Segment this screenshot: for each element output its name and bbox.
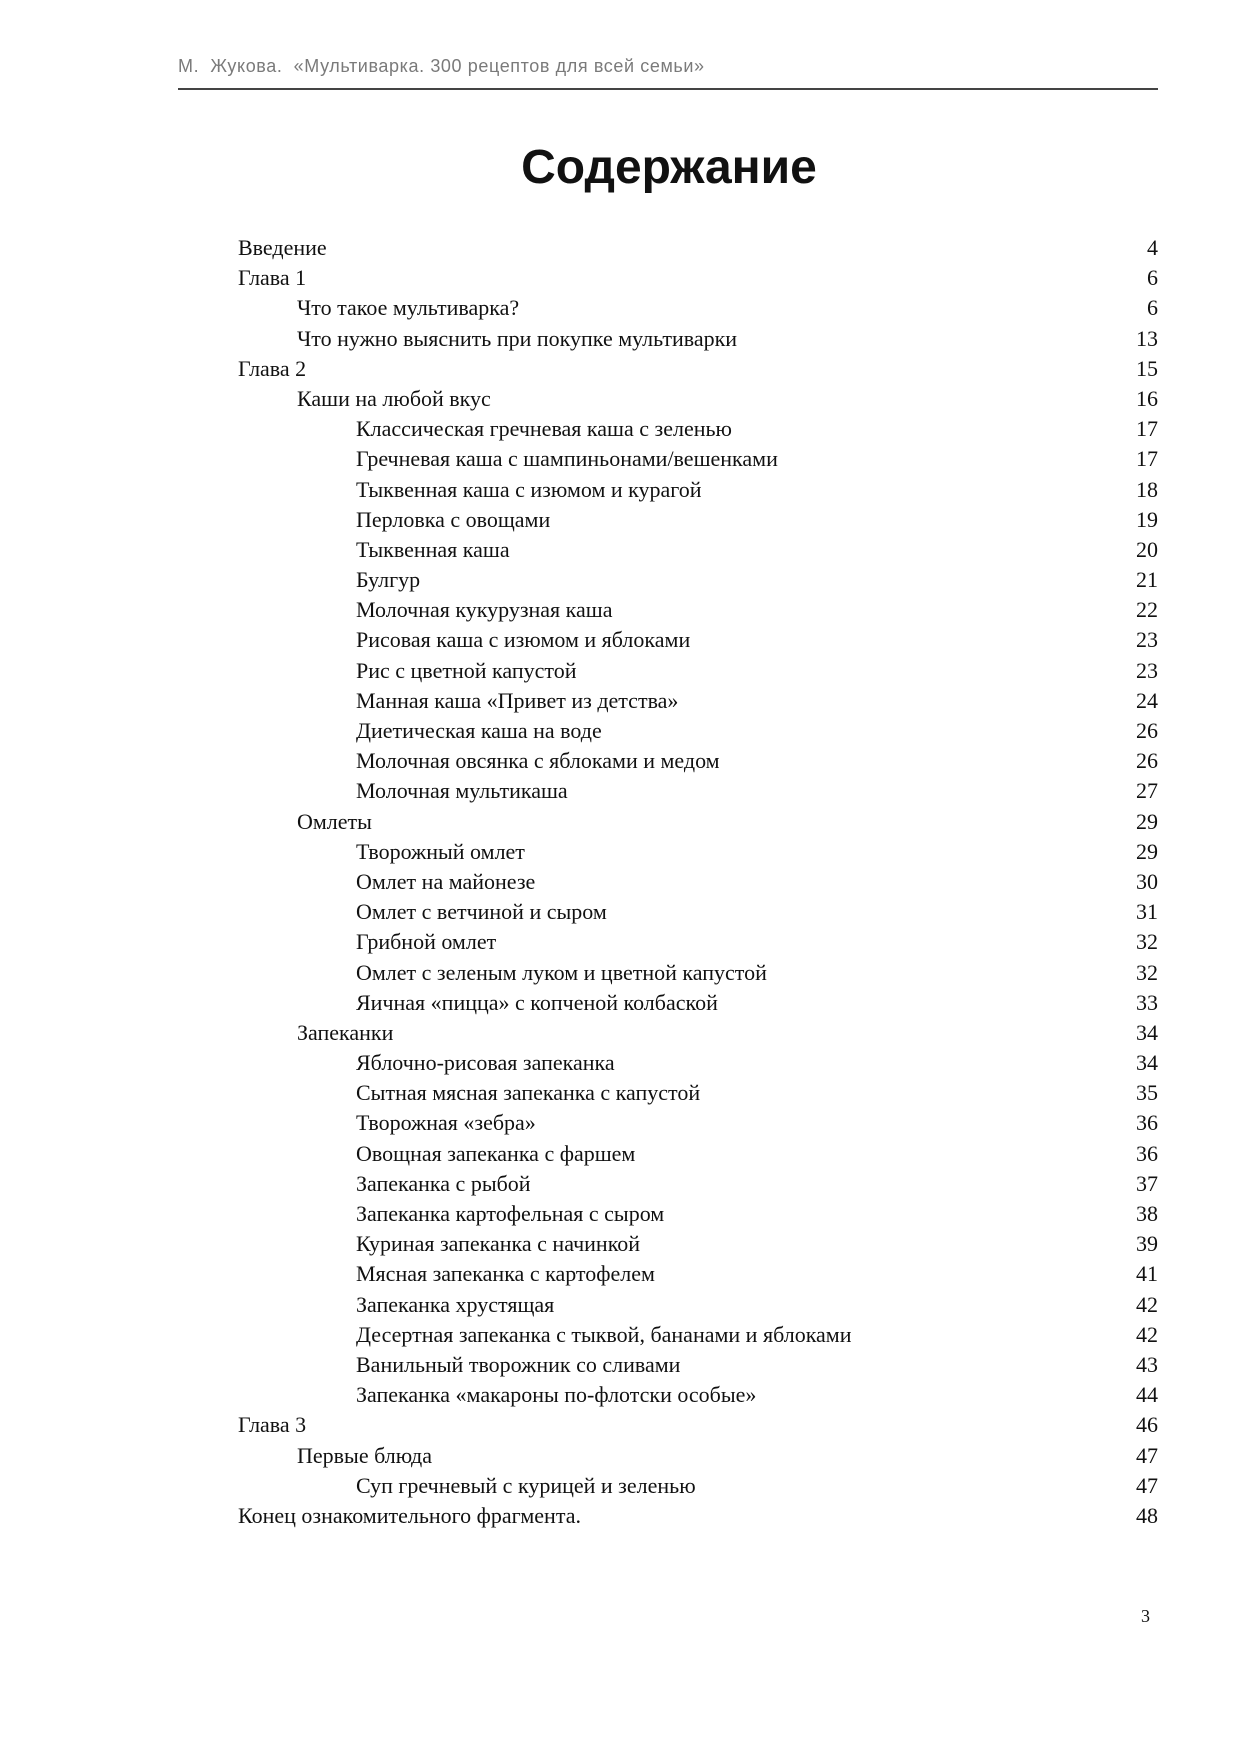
toc-entry-page: 48 <box>1136 1502 1158 1528</box>
toc-entry-title: Запеканка «макароны по-флотски особые» <box>356 1382 757 1408</box>
toc-entry[interactable] <box>238 475 1158 505</box>
toc-entry-page: 23 <box>1136 657 1158 683</box>
toc-entry-page: 33 <box>1136 989 1158 1015</box>
toc-entry[interactable] <box>238 1108 1158 1138</box>
toc-entry-title: Запеканка картофельная с сыром <box>356 1201 665 1226</box>
toc-entry-title: Конец ознакомительного фрагмента. <box>238 1502 581 1528</box>
table-of-contents <box>238 233 1158 1531</box>
toc-entry[interactable] <box>238 716 1158 746</box>
toc-entry-title: Мясная запеканка с картофелем <box>356 1261 655 1287</box>
toc-entry-page: 42 <box>1136 1291 1158 1317</box>
toc-entry-page: 37 <box>1136 1170 1158 1196</box>
toc-entry-title: Омлет с зеленым луком и цветной капустой <box>356 959 767 985</box>
toc-entry-title: Яичная «пицца» с копченой колбаской <box>356 989 718 1015</box>
toc-entry[interactable] <box>238 1350 1158 1380</box>
toc-entry-page: 31 <box>1136 899 1158 925</box>
toc-entry-title: Овощная запеканка с фаршем <box>356 1140 636 1166</box>
toc-entry-page: 42 <box>1136 1321 1158 1347</box>
toc-entry[interactable] <box>238 1501 1158 1531</box>
toc-entry[interactable] <box>238 414 1158 444</box>
toc-entry-page: 26 <box>1136 748 1158 774</box>
toc-entry-title: Рис с цветной капустой <box>356 657 577 683</box>
toc-entry-page: 30 <box>1136 868 1158 894</box>
toc-entry[interactable] <box>238 1078 1158 1108</box>
toc-entry-page: 16 <box>1136 385 1158 411</box>
toc-entry-page: 39 <box>1136 1231 1158 1257</box>
toc-entry-page: 22 <box>1136 597 1158 623</box>
header-rule <box>178 88 1158 90</box>
toc-entry[interactable] <box>238 293 1158 323</box>
toc-entry-title: Запеканки <box>297 1019 394 1045</box>
toc-entry[interactable] <box>238 1229 1158 1259</box>
toc-entry-title: Рисовая каша с изюмом и яблоками <box>356 627 691 653</box>
toc-entry-title: Глава 1 <box>238 265 307 291</box>
toc-entry-page: 27 <box>1136 778 1158 804</box>
toc-entry[interactable] <box>238 354 1158 384</box>
toc-entry-title: Омлет на майонезе <box>356 868 536 894</box>
toc-entry-title: Тыквенная каша <box>356 536 510 562</box>
toc-entry-page: 32 <box>1136 929 1158 955</box>
toc-entry-title: Омлет с ветчиной и сыром <box>356 899 607 925</box>
toc-entry-page: 32 <box>1136 959 1158 985</box>
toc-entry[interactable] <box>238 1139 1158 1169</box>
toc-entry-title: Запеканка с рыбой <box>356 1170 531 1196</box>
toc-entry-page: 44 <box>1136 1382 1158 1408</box>
toc-entry-title: Классическая гречневая каша с зеленью <box>356 416 732 442</box>
toc-entry-page: 17 <box>1136 416 1158 442</box>
toc-entry-page: 46 <box>1136 1412 1158 1438</box>
toc-entry-page: 4 <box>1147 235 1158 260</box>
toc-entry[interactable] <box>238 565 1158 595</box>
toc-entry-title: Гречневая каша с шампиньонами/вешенками <box>356 446 778 472</box>
toc-entry[interactable] <box>238 656 1158 686</box>
toc-entry[interactable] <box>238 595 1158 625</box>
toc-entry-page: 18 <box>1136 476 1158 502</box>
page-number: 3 <box>1141 1606 1150 1626</box>
toc-entry[interactable] <box>238 1199 1158 1229</box>
toc-entry[interactable] <box>238 263 1158 293</box>
toc-entry[interactable] <box>238 1380 1158 1410</box>
toc-entry[interactable] <box>238 686 1158 716</box>
toc-entry-title: Тыквенная каша с изюмом и курагой <box>356 476 702 502</box>
toc-entry[interactable] <box>238 1048 1158 1078</box>
toc-entry-page: 15 <box>1136 355 1158 381</box>
toc-entry-page: 36 <box>1136 1110 1158 1136</box>
toc-entry[interactable] <box>238 505 1158 535</box>
toc-entry[interactable] <box>238 444 1158 474</box>
toc-entry[interactable] <box>238 807 1158 837</box>
toc-entry-title: Глава 3 <box>238 1412 307 1438</box>
toc-entry-page: 34 <box>1136 1019 1158 1045</box>
toc-entry[interactable] <box>238 958 1158 988</box>
toc-entry-title: Творожная «зебра» <box>356 1110 536 1136</box>
toc-entry[interactable] <box>238 384 1158 414</box>
page-title: Содержание <box>521 141 817 194</box>
toc-entry-page: 6 <box>1147 295 1158 321</box>
toc-entry-page: 35 <box>1136 1080 1158 1106</box>
toc-entry-title: Что такое мультиварка? <box>297 295 520 321</box>
toc-entry-page: 29 <box>1136 808 1158 834</box>
toc-entry-title: Молочная овсянка с яблоками и медом <box>356 748 720 774</box>
toc-entry-title: Грибной омлет <box>356 929 497 955</box>
toc-entry-title: Омлеты <box>297 808 372 834</box>
toc-entry[interactable] <box>238 324 1158 354</box>
toc-entry-title: Молочная мультикаша <box>356 778 568 804</box>
toc-entry[interactable] <box>238 625 1158 655</box>
toc-entry-page: 47 <box>1136 1472 1158 1498</box>
toc-entry[interactable] <box>238 867 1158 897</box>
toc-entry-page: 38 <box>1136 1201 1158 1226</box>
toc-entry-page: 26 <box>1136 718 1158 743</box>
toc-entry[interactable] <box>238 746 1158 776</box>
toc-entry[interactable] <box>238 1290 1158 1320</box>
toc-entry-page: 23 <box>1136 627 1158 653</box>
toc-entry[interactable] <box>238 988 1158 1018</box>
toc-entry-title: Первые блюда <box>297 1442 432 1468</box>
toc-entry-title: Молочная кукурузная каша <box>356 597 613 623</box>
toc-entry-title: Манная каша «Привет из детства» <box>356 687 679 713</box>
toc-entry-page: 41 <box>1136 1261 1158 1287</box>
toc-entry-page: 29 <box>1136 838 1158 864</box>
toc-entry[interactable] <box>238 233 1158 263</box>
toc-entry-page: 36 <box>1136 1140 1158 1166</box>
toc-entry[interactable] <box>238 776 1158 806</box>
toc-entry-title: Введение <box>238 235 327 260</box>
toc-entry-title: Запеканка хрустящая <box>356 1291 555 1317</box>
toc-entry[interactable] <box>238 1410 1158 1440</box>
toc-entry-page: 21 <box>1136 567 1158 593</box>
toc-entry-page: 47 <box>1136 1442 1158 1468</box>
toc-entry[interactable] <box>238 1018 1158 1048</box>
toc-entry-page: 20 <box>1136 536 1158 562</box>
toc-entry-title: Ванильный творожник со сливами <box>356 1351 681 1377</box>
toc-entry-title: Куриная запеканка с начинкой <box>356 1231 641 1257</box>
toc-entry[interactable] <box>238 1169 1158 1199</box>
toc-entry-page: 6 <box>1147 265 1158 291</box>
running-header: М. Жукова. «Мультиварка. 300 рецептов для всей семьи» <box>178 56 705 76</box>
toc-entry-title: Сытная мясная запеканка с капустой <box>356 1080 701 1106</box>
toc-entry-page: 43 <box>1136 1351 1158 1377</box>
toc-entry-page: 19 <box>1136 506 1158 532</box>
toc-entry-page: 24 <box>1136 687 1158 713</box>
toc-entry-title: Каши на любой вкус <box>297 385 491 411</box>
toc-entry-page: 17 <box>1136 446 1158 472</box>
toc-entry[interactable] <box>238 927 1158 957</box>
toc-entry-title: Яблочно-рисовая запеканка <box>356 1050 615 1076</box>
toc-entry-title: Творожный омлет <box>356 838 525 864</box>
toc-entry-title: Глава 2 <box>238 355 307 381</box>
toc-entry-page: 13 <box>1136 325 1158 351</box>
toc-entry-title: Булгур <box>356 567 421 593</box>
toc-entry[interactable] <box>238 897 1158 927</box>
toc-entry-title: Диетическая каша на воде <box>356 718 602 743</box>
toc-entry-page: 34 <box>1136 1050 1158 1076</box>
toc-entry-title: Что нужно выяснить при покупке мультиварки <box>297 325 738 351</box>
toc-entry[interactable] <box>238 535 1158 565</box>
toc-entry[interactable] <box>238 1320 1158 1350</box>
toc-entry-title: Суп гречневый с курицей и зеленью <box>356 1472 696 1498</box>
toc-entry-title: Перловка с овощами <box>356 506 551 532</box>
toc-entry-title: Десертная запеканка с тыквой, бананами и яблоками <box>356 1321 852 1347</box>
toc-entry[interactable] <box>238 1441 1158 1471</box>
toc-entry[interactable] <box>238 1471 1158 1501</box>
toc-entry[interactable] <box>238 837 1158 867</box>
toc-entry[interactable] <box>238 1259 1158 1289</box>
